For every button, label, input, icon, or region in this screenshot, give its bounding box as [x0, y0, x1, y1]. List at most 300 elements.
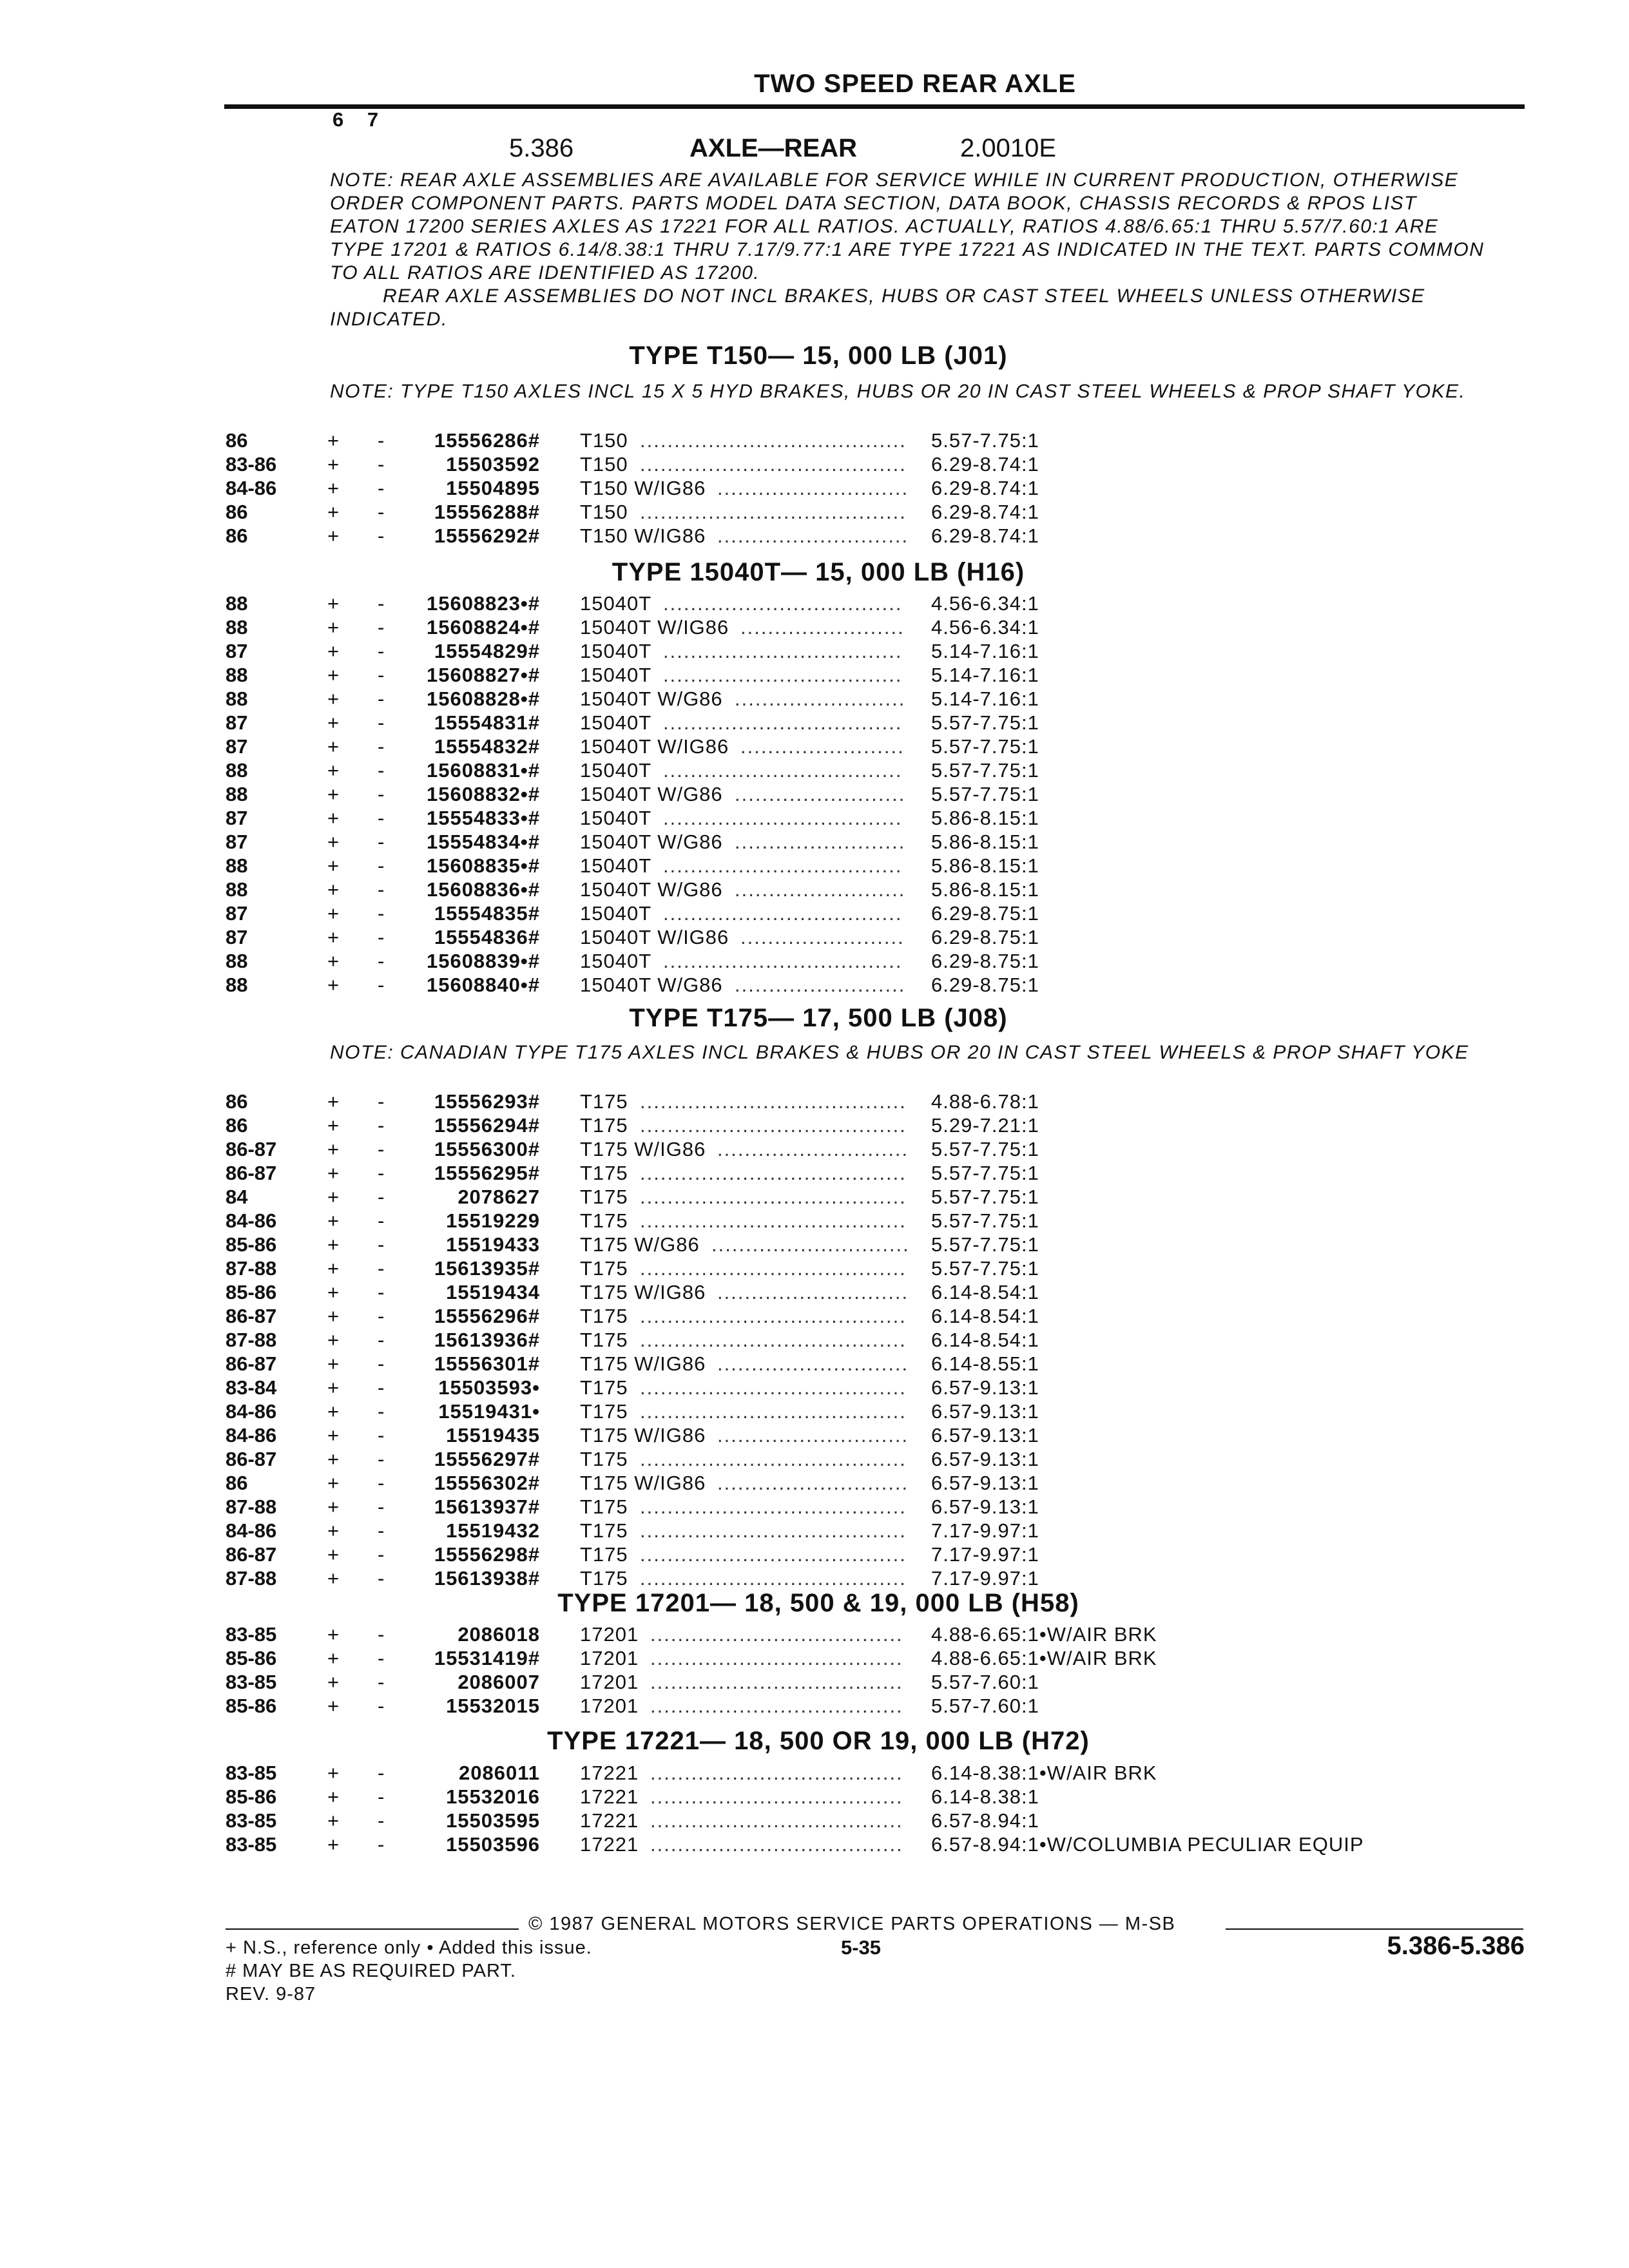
- parts-row: [0, 758, 1629, 782]
- leader-dots: .....................................: [650, 1833, 903, 1856]
- axle-type: T175: [580, 1448, 628, 1470]
- model-years: 86: [226, 1090, 248, 1113]
- ns-mark: +: [327, 477, 340, 499]
- page-marks: 6 7: [333, 108, 379, 131]
- footer-legend: [226, 1936, 592, 2006]
- ratio: 6.29-8.75:1: [931, 902, 1039, 925]
- ns-mark: +: [327, 1209, 340, 1232]
- parts-row: [0, 1161, 1629, 1185]
- part-number: 15556302#: [434, 1472, 540, 1494]
- parts-row: [0, 1447, 1629, 1471]
- parts-row: [0, 854, 1629, 878]
- ns-mark: +: [327, 759, 340, 782]
- ns-mark: +: [327, 1424, 340, 1446]
- leader-dots: ...................................: [663, 664, 903, 686]
- ns-mark: +: [327, 1352, 340, 1375]
- parts-row: [0, 1622, 1629, 1646]
- ratio: 4.56-6.34:1: [931, 592, 1039, 615]
- qty-dash: -: [378, 687, 385, 710]
- part-number: 15608835•#: [426, 854, 540, 877]
- legend-line: + N.S., reference only • Added this issue.: [226, 1937, 592, 1958]
- parts-row: [0, 1399, 1629, 1423]
- part-number: 15556292#: [434, 524, 540, 547]
- leader-dots: .........................: [735, 974, 906, 996]
- axle-type: T175: [580, 1543, 628, 1566]
- leader-dots: .........................: [735, 783, 906, 805]
- ratio: 6.29-8.75:1: [931, 950, 1039, 972]
- parts-row: [0, 476, 1629, 500]
- axle-type: 17201: [580, 1695, 639, 1717]
- qty-dash: -: [378, 640, 385, 662]
- ns-mark: +: [327, 1495, 340, 1518]
- qty-dash: -: [378, 1233, 385, 1256]
- ratio: 6.14-8.55:1: [931, 1352, 1039, 1375]
- part-number: 15554834•#: [426, 831, 540, 853]
- qty-dash: -: [378, 664, 385, 686]
- ratio: 6.29-8.75:1: [931, 926, 1039, 948]
- part-number: 15556294#: [434, 1114, 540, 1137]
- part-number: 15608832•#: [426, 783, 540, 805]
- parts-row: [0, 1519, 1629, 1542]
- qty-dash: -: [378, 1257, 385, 1280]
- part-number: 2086018: [458, 1623, 540, 1646]
- parts-list: [0, 428, 1629, 548]
- ns-mark: +: [327, 1785, 340, 1808]
- qty-dash: -: [378, 831, 385, 853]
- parts-row: [0, 428, 1629, 452]
- part-number: 15556286#: [434, 429, 540, 452]
- ratio: 5.14-7.16:1: [931, 664, 1039, 686]
- ns-mark: +: [327, 1647, 340, 1669]
- leader-dots: .....................................: [650, 1647, 903, 1669]
- part-number: 15613937#: [434, 1495, 540, 1518]
- model-years: 83-84: [226, 1376, 277, 1399]
- ratio: 6.57-8.94:1•W/COLUMBIA PECULIAR EQUIP: [931, 1833, 1364, 1856]
- parts-row: [0, 639, 1629, 663]
- ns-mark: +: [327, 1472, 340, 1494]
- leader-dots: ........................: [740, 735, 905, 758]
- leader-dots: .....................................: [650, 1695, 903, 1717]
- axle-type: T175: [580, 1376, 628, 1399]
- ns-mark: +: [327, 664, 340, 686]
- ratio: 5.57-7.75:1: [931, 759, 1039, 782]
- model-years: 86-87: [226, 1543, 277, 1566]
- axle-type: T175 W/IG86: [580, 1138, 706, 1160]
- parts-row: [0, 500, 1629, 524]
- part-number: 15519431•: [438, 1400, 540, 1423]
- ns-mark: +: [327, 711, 340, 734]
- qty-dash: -: [378, 453, 385, 476]
- part-number: 15608827•#: [426, 664, 540, 686]
- parts-list: [0, 1090, 1629, 1590]
- part-number: 15556293#: [434, 1090, 540, 1113]
- qty-dash: -: [378, 1519, 385, 1542]
- leader-dots: ............................: [717, 1424, 909, 1446]
- ratio: 5.86-8.15:1: [931, 878, 1039, 901]
- part-number: 15556296#: [434, 1305, 540, 1327]
- model-years: 83-85: [226, 1809, 277, 1832]
- parts-row: [0, 949, 1629, 973]
- axle-type: 17221: [580, 1809, 639, 1832]
- part-number: 15554829#: [434, 640, 540, 662]
- ns-mark: +: [327, 974, 340, 996]
- axle-type: T175: [580, 1495, 628, 1518]
- ns-mark: +: [327, 807, 340, 829]
- parts-row: [0, 1471, 1629, 1495]
- axle-type: 15040T W/G86: [580, 974, 723, 996]
- leader-dots: .......................................: [640, 1257, 907, 1280]
- ratio: 5.57-7.75:1: [931, 1257, 1039, 1280]
- part-number: 15556298#: [434, 1543, 540, 1566]
- copyright: © 1987 GENERAL MOTORS SERVICE PARTS OPERATIONS — M-SB: [528, 1914, 1176, 1934]
- ns-mark: +: [327, 429, 340, 452]
- model-years: 83-85: [226, 1623, 277, 1646]
- qty-dash: -: [378, 1186, 385, 1208]
- ratio: 5.57-7.75:1: [931, 1209, 1039, 1232]
- qty-dash: -: [378, 1647, 385, 1669]
- qty-dash: -: [378, 711, 385, 734]
- model-years: 84-86: [226, 477, 277, 499]
- part-number: 15503596: [446, 1833, 540, 1856]
- model-years: 86: [226, 1114, 248, 1137]
- qty-dash: -: [378, 1352, 385, 1375]
- model-years: 87: [226, 807, 248, 829]
- model-years: 85-86: [226, 1281, 277, 1303]
- qty-dash: -: [378, 429, 385, 452]
- parts-row: [0, 1832, 1629, 1856]
- ns-mark: +: [327, 1305, 340, 1327]
- section-title: TYPE 17221— 18, 500 OR 19, 000 LB (H72): [547, 1727, 1090, 1755]
- legend-line: REV. 9-87: [226, 1984, 316, 2004]
- part-number: 15608839•#: [426, 950, 540, 972]
- leader-dots: ...................................: [663, 902, 903, 925]
- qty-dash: -: [378, 1376, 385, 1399]
- qty-dash: -: [378, 524, 385, 547]
- model-years: 84-86: [226, 1424, 277, 1446]
- axle-type: T175: [580, 1567, 628, 1590]
- ratio: 6.29-8.74:1: [931, 501, 1039, 523]
- leader-dots: ........................: [740, 926, 905, 948]
- ratio: 7.17-9.97:1: [931, 1543, 1039, 1566]
- parts-row: [0, 452, 1629, 476]
- ratio: 5.57-7.75:1: [931, 1233, 1039, 1256]
- part-number: 15532016: [446, 1785, 540, 1808]
- part-number: 15556297#: [434, 1448, 540, 1470]
- parts-row: [0, 711, 1629, 735]
- ratio: 5.57-7.75:1: [931, 711, 1039, 734]
- ns-mark: +: [327, 501, 340, 523]
- qty-dash: -: [378, 616, 385, 639]
- model-years: 86: [226, 429, 248, 452]
- axle-type: T175 W/IG86: [580, 1281, 706, 1303]
- section-title: TYPE 17201— 18, 500 & 19, 000 LB (H58): [557, 1589, 1079, 1617]
- parts-row: [0, 1137, 1629, 1161]
- axle-type: 15040T: [580, 592, 652, 615]
- leader-dots: ............................: [717, 477, 909, 499]
- qty-dash: -: [378, 477, 385, 499]
- parts-row: [0, 1209, 1629, 1233]
- ns-mark: +: [327, 1833, 340, 1856]
- part-number: 15613935#: [434, 1257, 540, 1280]
- axle-type: T175: [580, 1186, 628, 1208]
- leader-dots: .......................................: [640, 453, 907, 476]
- model-years: 88: [226, 974, 248, 996]
- parts-row: [0, 591, 1629, 615]
- model-years: 88: [226, 854, 248, 877]
- model-years: 86: [226, 524, 248, 547]
- leader-dots: .......................................: [640, 501, 907, 523]
- section-note: NOTE: CANADIAN TYPE T175 AXLES INCL BRAKES & HUBS OR 20 IN CAST STEEL WHEELS & PROP SHAFT YOKE: [330, 1042, 1469, 1063]
- leader-dots: .....................................: [650, 1785, 903, 1808]
- part-number: 15532015: [446, 1695, 540, 1717]
- ns-mark: +: [327, 1695, 340, 1717]
- qty-dash: -: [378, 1424, 385, 1446]
- model-years: 86-87: [226, 1352, 277, 1375]
- legend-line: # MAY BE AS REQUIRED PART.: [226, 1961, 516, 1981]
- model-years: 88: [226, 664, 248, 686]
- parts-row: [0, 1233, 1629, 1256]
- model-years: 87: [226, 926, 248, 948]
- ns-mark: +: [327, 640, 340, 662]
- ratio: 5.57-7.75:1: [931, 1138, 1039, 1160]
- leader-dots: .....................................: [650, 1762, 903, 1784]
- axle-type: 15040T W/IG86: [580, 735, 729, 758]
- group-code: 2.0010E: [960, 134, 1057, 162]
- axle-type: T150 W/IG86: [580, 524, 706, 547]
- qty-dash: -: [378, 926, 385, 948]
- parts-row: [0, 1670, 1629, 1694]
- ratio: 6.57-9.13:1: [931, 1400, 1039, 1423]
- part-number: 15608831•#: [426, 759, 540, 782]
- group-number: 5.386: [509, 134, 574, 162]
- ratio: 6.57-9.13:1: [931, 1495, 1039, 1518]
- model-years: 88: [226, 878, 248, 901]
- ns-mark: +: [327, 1114, 340, 1137]
- part-number: 15556295#: [434, 1162, 540, 1184]
- ratio: 5.14-7.16:1: [931, 687, 1039, 710]
- part-number: 15503593•: [438, 1376, 540, 1399]
- axle-type: 17221: [580, 1785, 639, 1808]
- leader-dots: ...................................: [663, 640, 903, 662]
- leader-dots: ............................: [717, 1472, 909, 1494]
- model-years: 87-88: [226, 1495, 277, 1518]
- model-years: 85-86: [226, 1695, 277, 1717]
- qty-dash: -: [378, 759, 385, 782]
- model-years: 85-86: [226, 1647, 277, 1669]
- qty-dash: -: [378, 1162, 385, 1184]
- ratio: 5.57-7.75:1: [931, 735, 1039, 758]
- leader-dots: .......................................: [640, 1329, 907, 1351]
- leader-dots: ...................................: [663, 950, 903, 972]
- parts-row: [0, 1542, 1629, 1566]
- model-years: 85-86: [226, 1785, 277, 1808]
- axle-type: T150 W/IG86: [580, 477, 706, 499]
- leader-dots: ........................: [740, 616, 905, 639]
- parts-row: [0, 1646, 1629, 1670]
- ns-mark: +: [327, 1671, 340, 1693]
- part-number: 15608828•#: [426, 687, 540, 710]
- ratio: 6.29-8.75:1: [931, 974, 1039, 996]
- axle-type: 15040T W/IG86: [580, 616, 729, 639]
- axle-type: T175: [580, 1257, 628, 1280]
- ratio: 6.57-9.13:1: [931, 1448, 1039, 1470]
- axle-type: 17201: [580, 1671, 639, 1693]
- model-years: 88: [226, 950, 248, 972]
- qty-dash: -: [378, 1833, 385, 1856]
- part-number: 15503592: [446, 453, 540, 476]
- part-number: 15608836•#: [426, 878, 540, 901]
- ratio: 6.57-9.13:1: [931, 1472, 1039, 1494]
- ns-mark: +: [327, 902, 340, 925]
- model-years: 86-87: [226, 1138, 277, 1160]
- axle-type: 15040T W/IG86: [580, 926, 729, 948]
- model-years: 86-87: [226, 1162, 277, 1184]
- qty-dash: -: [378, 974, 385, 996]
- qty-dash: -: [378, 1114, 385, 1137]
- leader-dots: .........................: [735, 878, 906, 901]
- qty-dash: -: [378, 1281, 385, 1303]
- parts-row: [0, 806, 1629, 830]
- axle-type: T150: [580, 501, 628, 523]
- part-number: 15608824•#: [426, 616, 540, 639]
- part-number: 15554835#: [434, 902, 540, 925]
- part-number: 15519435: [446, 1424, 540, 1446]
- model-years: 87-88: [226, 1329, 277, 1351]
- parts-row: [0, 1423, 1629, 1447]
- qty-dash: -: [378, 735, 385, 758]
- axle-type: 17221: [580, 1833, 639, 1856]
- leader-dots: .......................................: [640, 1209, 907, 1232]
- model-years: 88: [226, 687, 248, 710]
- part-number: 15608840•#: [426, 974, 540, 996]
- ns-mark: +: [327, 1376, 340, 1399]
- qty-dash: -: [378, 1495, 385, 1518]
- parts-row: [0, 1809, 1629, 1832]
- leader-dots: ............................: [717, 1352, 909, 1375]
- model-years: 88: [226, 592, 248, 615]
- leader-dots: .......................................: [640, 1090, 907, 1113]
- qty-dash: -: [378, 807, 385, 829]
- model-years: 87-88: [226, 1567, 277, 1590]
- ns-mark: +: [327, 783, 340, 805]
- ratio: 5.86-8.15:1: [931, 807, 1039, 829]
- section-title: TYPE 15040T— 15, 000 LB (H16): [612, 558, 1025, 586]
- ratio: 5.14-7.16:1: [931, 640, 1039, 662]
- part-number: 15613938#: [434, 1567, 540, 1590]
- ns-mark: +: [327, 735, 340, 758]
- ratio: 5.57-7.75:1: [931, 1162, 1039, 1184]
- axle-type: 17201: [580, 1623, 639, 1646]
- qty-dash: -: [378, 1209, 385, 1232]
- parts-row: [0, 687, 1629, 711]
- axle-type: 15040T: [580, 711, 652, 734]
- leader-dots: .......................................: [640, 1400, 907, 1423]
- qty-dash: -: [378, 1400, 385, 1423]
- model-years: 87: [226, 735, 248, 758]
- model-years: 86: [226, 501, 248, 523]
- model-years: 84-86: [226, 1400, 277, 1423]
- part-number: 15556288#: [434, 501, 540, 523]
- qty-dash: -: [378, 501, 385, 523]
- model-years: 88: [226, 616, 248, 639]
- axle-type: T175: [580, 1209, 628, 1232]
- leader-dots: .........................: [735, 687, 906, 710]
- ratio: 6.57-9.13:1: [931, 1376, 1039, 1399]
- axle-type: T150: [580, 453, 628, 476]
- parts-row: [0, 1280, 1629, 1304]
- ns-mark: +: [327, 1448, 340, 1470]
- qty-dash: -: [378, 1623, 385, 1646]
- ratio: 7.17-9.97:1: [931, 1567, 1039, 1590]
- footer-rule-right: [1226, 1928, 1523, 1930]
- leader-dots: ............................: [717, 524, 909, 547]
- part-number: 15554831#: [434, 711, 540, 734]
- ratio: 4.88-6.65:1•W/AIR BRK: [931, 1623, 1157, 1646]
- leader-dots: .........................: [735, 831, 906, 853]
- leader-dots: .....................................: [650, 1809, 903, 1832]
- qty-dash: -: [378, 1809, 385, 1832]
- ratio: 5.57-7.60:1: [931, 1671, 1039, 1693]
- page-number: 5-35: [841, 1936, 882, 1959]
- ns-mark: +: [327, 1567, 340, 1590]
- page-title: TWO SPEED REAR AXLE: [754, 70, 1076, 98]
- parts-row: [0, 1328, 1629, 1352]
- leader-dots: ............................: [717, 1281, 909, 1303]
- qty-dash: -: [378, 1138, 385, 1160]
- leader-dots: .......................................: [640, 1376, 907, 1399]
- part-number: 2078627: [458, 1186, 540, 1208]
- leader-dots: .......................................: [640, 1495, 907, 1518]
- axle-type: 15040T: [580, 759, 652, 782]
- leader-dots: ...................................: [663, 807, 903, 829]
- leader-dots: ...................................: [663, 854, 903, 877]
- ratio: 5.57-7.60:1: [931, 1695, 1039, 1717]
- parts-row: [0, 615, 1629, 639]
- parts-row: [0, 973, 1629, 997]
- model-years: 86: [226, 1472, 248, 1494]
- axle-type: 15040T: [580, 854, 652, 877]
- ns-mark: +: [327, 1257, 340, 1280]
- leader-dots: .......................................: [640, 1448, 907, 1470]
- part-number: 15554832#: [434, 735, 540, 758]
- model-years: 86-87: [226, 1448, 277, 1470]
- parts-row: [0, 1090, 1629, 1113]
- qty-dash: -: [378, 950, 385, 972]
- qty-dash: -: [378, 1567, 385, 1590]
- ns-mark: +: [327, 1233, 340, 1256]
- intro-notes: [330, 169, 1490, 331]
- ratio: 6.29-8.74:1: [931, 453, 1039, 476]
- parts-row: [0, 1352, 1629, 1376]
- ratio: 5.29-7.21:1: [931, 1114, 1039, 1137]
- axle-type: 15040T W/G86: [580, 831, 723, 853]
- model-years: 83-86: [226, 453, 277, 476]
- leader-dots: .......................................: [640, 429, 907, 452]
- parts-row: [0, 1113, 1629, 1137]
- model-years: 87: [226, 831, 248, 853]
- parts-row: [0, 663, 1629, 687]
- parts-row: [0, 901, 1629, 925]
- parts-row: [0, 1761, 1629, 1785]
- axle-type: 15040T: [580, 950, 652, 972]
- ratio: 6.14-8.54:1: [931, 1305, 1039, 1327]
- parts-list: [0, 1622, 1629, 1718]
- parts-row: [0, 735, 1629, 758]
- footer-rule-left: [226, 1928, 519, 1930]
- axle-type: T175: [580, 1090, 628, 1113]
- parts-row: [0, 1495, 1629, 1519]
- model-years: 84: [226, 1186, 248, 1208]
